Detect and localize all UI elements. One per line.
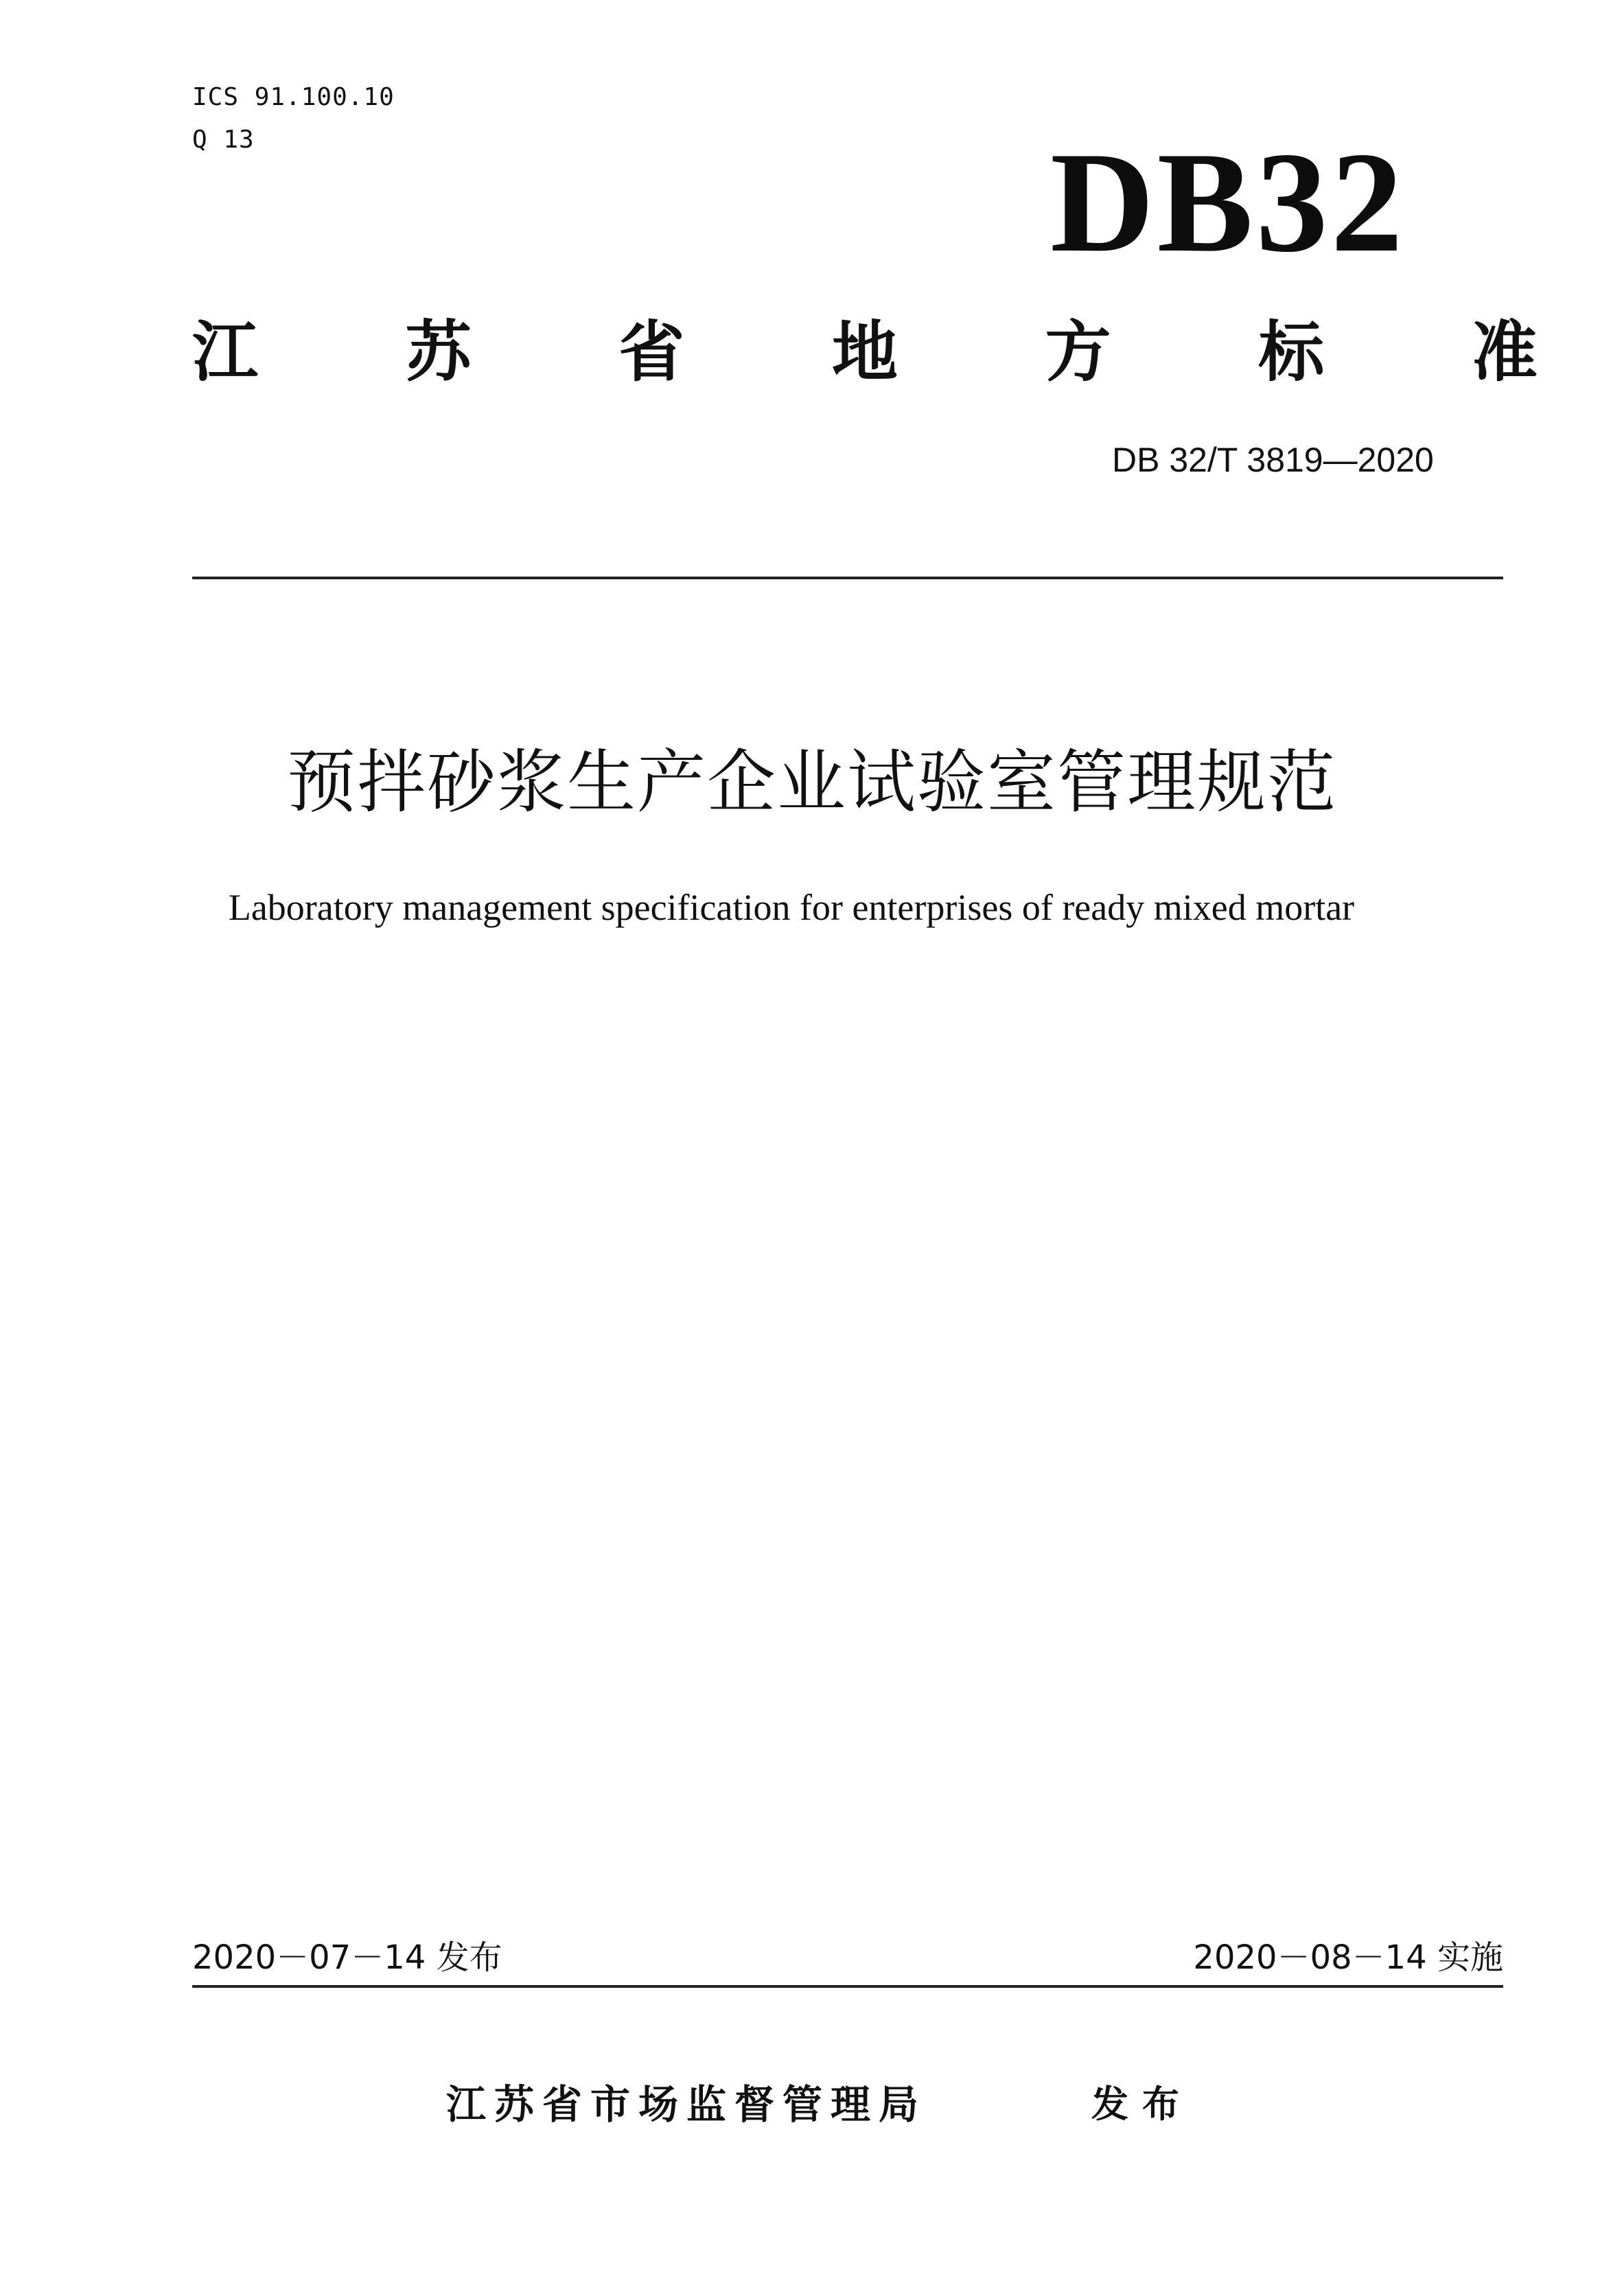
ics-code: ICS 91.100.10	[192, 83, 395, 111]
standard-code: DB 32/T 3819—2020	[1112, 441, 1434, 479]
bottom-divider	[192, 1985, 1503, 1988]
title-chinese: 预拌砂浆生产企业试验室管理规范	[287, 742, 1337, 822]
ccs-code: Q 13	[192, 126, 255, 154]
implementation-date: 2020－08－14 实施	[1193, 1938, 1503, 1977]
standard-type-char: 地	[831, 314, 898, 391]
standard-type-char: 苏	[405, 314, 472, 391]
issue-label: 发布	[1091, 2083, 1193, 2126]
title-english: Laboratory management specification for enterprises of ready mixed mortar	[228, 887, 1355, 928]
issuing-authority: 江苏省市场监督管理局	[446, 2081, 927, 2128]
standard-type-char: 方	[1045, 314, 1111, 391]
standard-type-char: 标	[1258, 314, 1325, 391]
standard-type-heading	[192, 314, 1538, 390]
standard-type-char: 省	[618, 314, 685, 391]
db32-logo: DB32	[1050, 123, 1406, 282]
standard-type-char: 江	[192, 314, 258, 391]
standard-type-char: 准	[1471, 314, 1538, 391]
top-divider	[192, 577, 1503, 579]
issue-date: 2020－07－14 发布	[192, 1938, 502, 1977]
